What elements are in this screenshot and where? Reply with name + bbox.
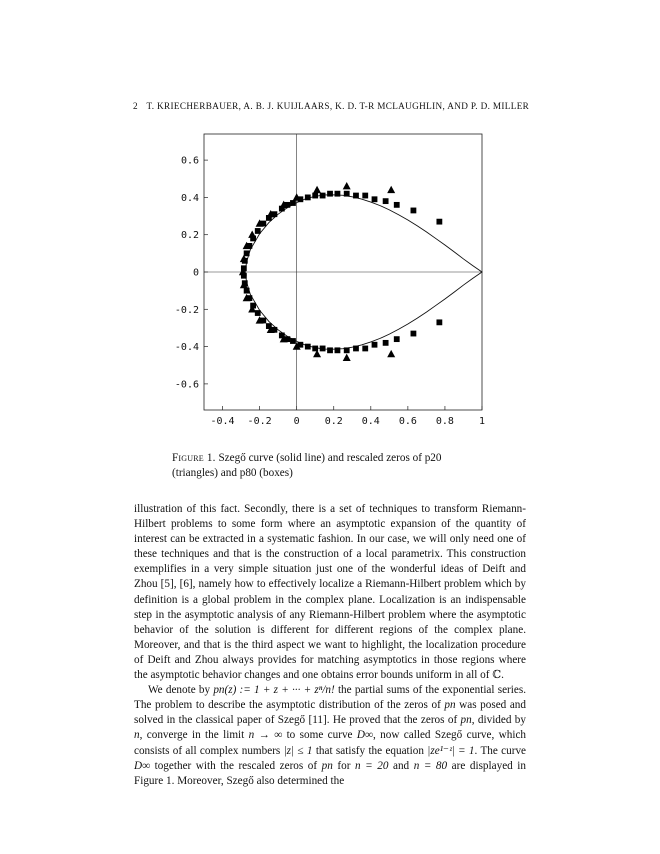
zero-square-p80 (335, 191, 341, 197)
zero-square-p80 (344, 191, 350, 197)
zero-square-p80 (272, 211, 278, 217)
math-inline: |ze¹⁻ᶻ| = 1 (427, 744, 475, 757)
text-run: for (332, 759, 355, 772)
math-inline: |z| ≤ 1 (283, 744, 313, 757)
zero-square-p80 (312, 346, 318, 352)
y-tick-label: 0.6 (180, 155, 199, 167)
zero-square-p80 (320, 193, 326, 199)
zero-square-p80 (241, 265, 247, 271)
zero-triangle-p20 (387, 350, 395, 357)
zero-square-p80 (394, 202, 400, 208)
zero-triangle-p20 (313, 186, 321, 193)
zero-square-p80 (327, 191, 333, 197)
zero-square-p80 (372, 342, 378, 348)
zero-square-p80 (241, 273, 247, 279)
body-text (134, 502, 526, 789)
text-run: , divided by (471, 714, 526, 727)
x-tick-label: 0.6 (398, 416, 417, 427)
text-run: to some curve (282, 729, 357, 742)
zero-square-p80 (272, 327, 278, 333)
text-run: We denote by (148, 684, 214, 697)
zero-square-p80 (312, 193, 318, 199)
paragraph-2 (134, 683, 526, 789)
text-run: . The curve (474, 744, 527, 757)
y-tick-label: 0.2 (180, 230, 199, 242)
math-inline: pn (460, 714, 472, 727)
zero-square-p80 (255, 228, 261, 234)
zero-square-p80 (242, 280, 248, 286)
x-tick-label: 0 (293, 416, 300, 427)
x-tick-label: 0.8 (435, 416, 454, 427)
zero-square-p80 (305, 344, 311, 350)
figure-caption (172, 451, 490, 481)
math-inline: pn (444, 699, 456, 712)
zero-square-p80 (242, 258, 248, 264)
text-run: and (388, 759, 414, 772)
zero-square-p80 (436, 319, 442, 325)
text-run: was posed and solved in the classical paper of Szegő [11]. He proved that the zeros of (134, 699, 526, 727)
text-run: , now called Szegő curve, which consists of all complex numbers (134, 729, 526, 757)
zero-triangle-p20 (387, 186, 395, 193)
zero-square-p80 (250, 303, 256, 309)
caption-label: Figure 1. (172, 452, 216, 464)
zero-square-p80 (320, 346, 326, 352)
zero-square-p80 (290, 338, 296, 344)
text-run: the partial sums of the exponential series. The problem to describe the asymptotic distribution of the zeros of (134, 684, 527, 712)
math-inline: pn(z) := 1 + z + ··· + zⁿ/n! (213, 684, 335, 697)
zero-square-p80 (297, 342, 303, 348)
x-tick-label: 1 (478, 416, 486, 427)
zero-square-p80 (411, 208, 417, 214)
x-tick-label: 0.4 (361, 416, 380, 427)
running-header (133, 101, 533, 111)
zero-triangle-p20 (343, 182, 351, 189)
author-list: T. KRIECHERBAUER, A. B. J. KUIJLAARS, K. D. T-R MCLAUGHLIN, AND P. D. MILLER (146, 101, 530, 111)
zero-square-p80 (279, 333, 285, 339)
zero-square-p80 (247, 243, 253, 249)
y-tick-label: -0.2 (174, 304, 199, 316)
zero-square-p80 (250, 236, 256, 242)
zero-square-p80 (266, 323, 272, 329)
math-inline: D∞ (134, 759, 151, 772)
zero-square-p80 (285, 336, 291, 342)
zero-square-p80 (255, 310, 261, 316)
zero-square-p80 (327, 347, 333, 353)
zero-square-p80 (290, 200, 296, 206)
text-run: are displayed in Figure 1. Moreover, Szegő also determined the (134, 759, 526, 787)
y-tick-label: -0.4 (174, 342, 199, 354)
zero-square-p80 (372, 196, 378, 202)
text-run: , converge in the limit (139, 729, 249, 742)
y-tick-label: 0 (192, 267, 199, 279)
zero-triangle-p20 (343, 354, 351, 361)
zero-square-p80 (362, 193, 368, 199)
zero-square-p80 (344, 347, 350, 353)
caption-text: Szegő curve (solid line) and rescaled zeros of p20 (triangles) and p80 (boxes) (172, 452, 442, 479)
zero-square-p80 (297, 196, 303, 202)
zero-square-p80 (436, 219, 442, 225)
y-tick-label: -0.6 (174, 379, 199, 391)
zero-square-p80 (383, 198, 389, 204)
zero-square-p80 (383, 340, 389, 346)
zero-square-p80 (394, 336, 400, 342)
zero-square-p80 (244, 288, 250, 294)
zero-square-p80 (244, 250, 250, 256)
math-inline: D∞ (356, 729, 373, 742)
zero-square-p80 (247, 295, 253, 301)
zero-square-p80 (353, 346, 359, 352)
math-inline: n = 80 (413, 759, 448, 772)
x-tick-label: -0.2 (247, 416, 272, 427)
text-run: together with the rescaled zeros of (150, 759, 322, 772)
math-inline: pn (321, 759, 333, 772)
y-tick-label: 0.4 (180, 192, 199, 204)
zero-square-p80 (335, 347, 341, 353)
zero-square-p80 (411, 331, 417, 337)
page-number: 2 (133, 101, 138, 111)
zero-square-p80 (260, 318, 266, 324)
text-run: that satisfy the equation (312, 744, 428, 757)
x-tick-label: -0.4 (210, 416, 235, 427)
zero-square-p80 (305, 195, 311, 201)
x-tick-label: 0.2 (324, 416, 343, 427)
math-inline: n = 20 (355, 759, 389, 772)
paragraph-1: illustration of this fact. Secondly, there is a set of techniques to transform Riemann-Hilbert problems to some form where an asymptotic expansion of the quantity of interest can be extracted in a systematic fashion. In our case, we will only need one of these techniques and that is the construction of a local parametrix. This construction exemplifies in a very simple situation just one of the wonderful ideas of Deift and Zhou [5], [6], namely how to effectively localize a Riemann-Hilbert problem which by definition is a global problem in the complex plane. Localization is an indispensable step in the asymptotic analysis of any Riemann-Hilbert problem where the asymptotic behavior of the solution is different for different regions of the complex plane. Moreover, and that is the third aspect we want to highlight, the localization procedure of Deift and Zhou always provides for matching asymptotics in those regions where the asymptotic behavior changes and one obtains error bounds uniform in all of ℂ. (134, 503, 526, 682)
math-inline: n (134, 729, 140, 742)
zero-square-p80 (266, 215, 272, 221)
math-inline: n → ∞ (248, 729, 283, 742)
figure-1 (160, 128, 500, 440)
zero-square-p80 (362, 346, 368, 352)
zero-square-p80 (353, 193, 359, 199)
zero-square-p80 (285, 202, 291, 208)
zero-square-p80 (260, 221, 266, 227)
szego-plot (160, 128, 500, 440)
zero-square-p80 (279, 206, 285, 212)
